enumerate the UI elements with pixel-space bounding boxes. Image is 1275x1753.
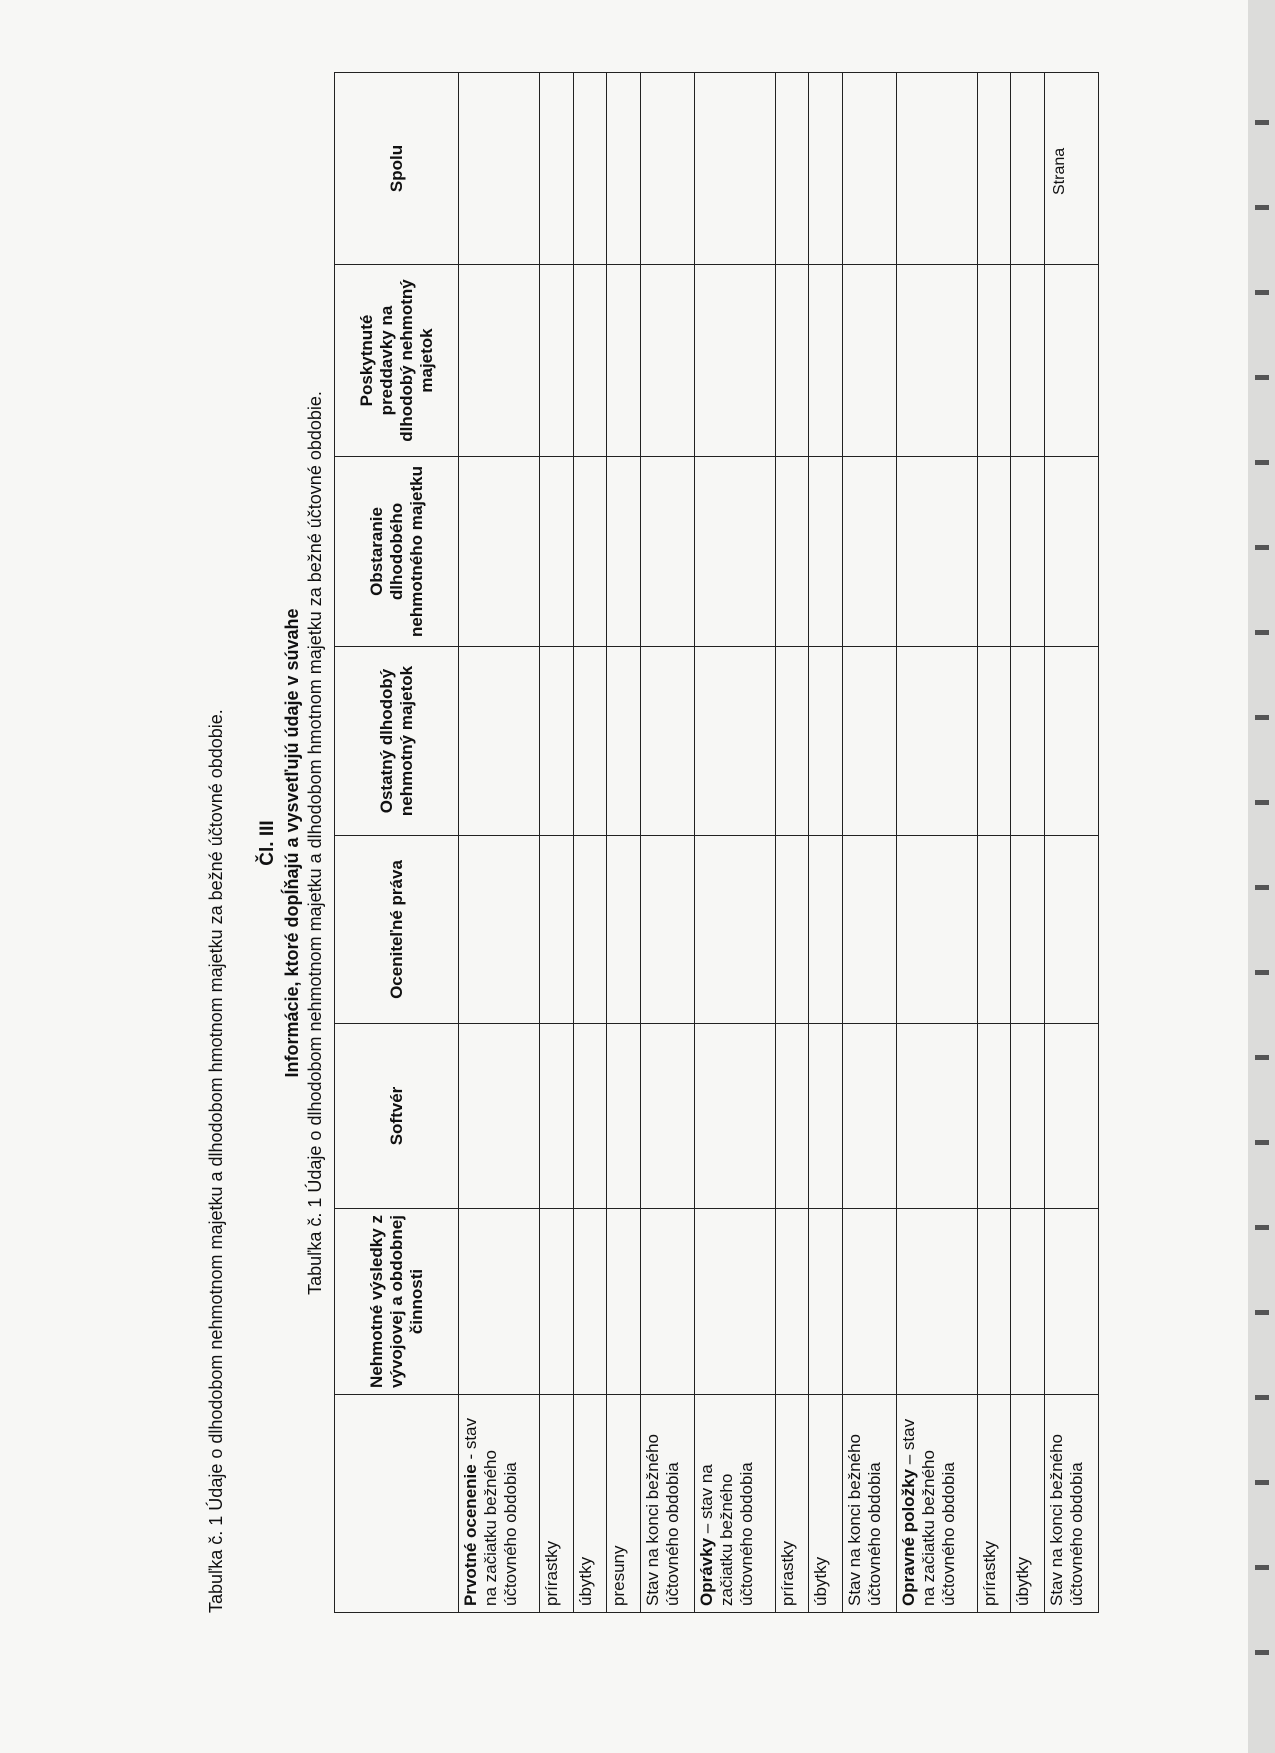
- article-title: Čl. III: [257, 820, 278, 866]
- row-label: [1011, 1395, 1045, 1613]
- table-cell: [1011, 265, 1045, 457]
- table-cell: [1011, 1209, 1045, 1395]
- table-cell: [607, 836, 641, 1024]
- table-cell: [977, 836, 1011, 1024]
- table-row: [573, 73, 607, 1613]
- table-cell: [809, 265, 843, 457]
- table-cell: [1011, 647, 1045, 836]
- table-cell: [694, 73, 775, 265]
- row-label-text: Stav na konci bežného účtovného obdobia: [844, 1433, 884, 1606]
- row-label-text: – stav na začiatku bežného účtovného obdobia: [898, 1418, 958, 1606]
- table-header-row: [335, 73, 459, 1613]
- table-cell: [539, 1024, 573, 1209]
- row-label-text: prírastky: [777, 1540, 797, 1606]
- table-cell: [977, 1024, 1011, 1209]
- row-label: [539, 1395, 573, 1613]
- row-label: [809, 1395, 843, 1613]
- row-label-text: prírastky: [979, 1540, 999, 1606]
- page-label: Strana: [1051, 147, 1068, 195]
- article-subtitle-text: Informácie, ktoré dopĺňajú a vysvetľujú údaje v súvahe: [282, 608, 302, 1078]
- row-label: [573, 1395, 607, 1613]
- table-cell: [896, 265, 977, 457]
- table-cell: [694, 836, 775, 1024]
- table-cell: [1011, 836, 1045, 1024]
- table-cell: [459, 73, 540, 265]
- table-cell: [809, 1024, 843, 1209]
- table-cell: [896, 647, 977, 836]
- table-row: [896, 73, 977, 1613]
- row-label-text: úbytky: [1013, 1556, 1033, 1606]
- table-row: [809, 73, 843, 1613]
- table-cell: [977, 457, 1011, 647]
- table-cell: [694, 457, 775, 647]
- table-cell: [640, 265, 694, 457]
- row-label-bold: Oprávky: [696, 1537, 716, 1606]
- table-cell: [809, 457, 843, 647]
- table-cell: [809, 647, 843, 836]
- table-cell: [539, 647, 573, 836]
- table-cell: [573, 1209, 607, 1395]
- rotated-page-content: [199, 73, 1086, 1613]
- row-label-text: úbytky: [575, 1556, 595, 1606]
- table-row: [640, 73, 694, 1613]
- table-cell: [809, 1209, 843, 1395]
- table-cell: [640, 1024, 694, 1209]
- row-label-text: úbytky: [811, 1556, 831, 1606]
- table-cell: [775, 1209, 809, 1395]
- row-label: [842, 1395, 896, 1613]
- table-cell: [640, 836, 694, 1024]
- table-cell: [1044, 836, 1098, 1024]
- table-cell: [896, 73, 977, 265]
- table-cell: [573, 457, 607, 647]
- header-col: Nehmotné výsledky z vývojovej a obdobnej činnosti: [335, 1209, 459, 1395]
- table-cell: [896, 457, 977, 647]
- table-cell: [1044, 457, 1098, 647]
- table-cell: [1011, 457, 1045, 647]
- table-cell: [775, 836, 809, 1024]
- table-cell: [539, 836, 573, 1024]
- table-cell: [640, 457, 694, 647]
- table-cell: [977, 73, 1011, 265]
- row-label: [896, 1395, 977, 1613]
- table-cell: [977, 647, 1011, 836]
- row-label-text: Stav na konci bežného účtovného obdobia: [642, 1433, 682, 1606]
- article-subtitle: [281, 73, 327, 1613]
- table-cell: [842, 1209, 896, 1395]
- table-row: [459, 73, 540, 1613]
- table-cell: [842, 647, 896, 836]
- table-cell: [607, 1024, 641, 1209]
- table-cell: [607, 73, 641, 265]
- table-cell: [842, 265, 896, 457]
- table-cell: [694, 1024, 775, 1209]
- table-cell: [842, 1024, 896, 1209]
- table-cell: [539, 457, 573, 647]
- table-row: [1044, 73, 1098, 1613]
- table-cell: [694, 1209, 775, 1395]
- table-cell: [896, 836, 977, 1024]
- table-cell: [640, 647, 694, 836]
- row-label: [977, 1395, 1011, 1613]
- table-row: [694, 73, 775, 1613]
- table-cell: [539, 73, 573, 265]
- header-col: Oceniteľné práva: [335, 836, 459, 1024]
- table-cell: [539, 265, 573, 457]
- row-label: [607, 1395, 641, 1613]
- table-cell: [842, 73, 896, 265]
- row-label: [694, 1395, 775, 1613]
- table-cell: [1011, 1024, 1045, 1209]
- header-col: Obstaranie dlhodobého nehmotného majetku: [335, 457, 459, 647]
- header-col: Spolu: [335, 73, 459, 265]
- table-cell: [573, 1024, 607, 1209]
- table-cell: [539, 1209, 573, 1395]
- row-label: [459, 1395, 540, 1613]
- table-cell: [459, 265, 540, 457]
- table-cell: [459, 457, 540, 647]
- row-label: [640, 1395, 694, 1613]
- table-cell: [775, 1024, 809, 1209]
- table-row: [775, 73, 809, 1613]
- table-row: [977, 73, 1011, 1613]
- row-label-text: presuny: [609, 1545, 629, 1606]
- table-cell: [640, 73, 694, 265]
- table-cell: [1044, 265, 1098, 457]
- table-cell: [896, 1024, 977, 1209]
- table-cell: [809, 836, 843, 1024]
- table-cell: [775, 457, 809, 647]
- table-cell: [573, 73, 607, 265]
- table-cell: [977, 265, 1011, 457]
- table-row: [539, 73, 573, 1613]
- table-cell: [459, 647, 540, 836]
- row-label: [775, 1395, 809, 1613]
- table-cell: [1044, 1024, 1098, 1209]
- table-cell: [607, 1209, 641, 1395]
- row-label: [1044, 1395, 1098, 1613]
- header-col: Softvér: [335, 1024, 459, 1209]
- table-cell: [640, 1209, 694, 1395]
- table-cell: [1044, 1209, 1098, 1395]
- table-cell: [459, 836, 540, 1024]
- intangible-assets-table: [334, 72, 1099, 1613]
- table-cell: [459, 1024, 540, 1209]
- table-cell: [977, 1209, 1011, 1395]
- table-cell: [842, 836, 896, 1024]
- table-cell: [607, 265, 641, 457]
- table-cell: [775, 73, 809, 265]
- row-label-bold: Opravné položky: [898, 1469, 918, 1606]
- table-caption: Tabuľka č. 1 Údaje o dlhodobom nehmotnom majetku a dlhodobom hmotnom majetku za bežné účtovné obdobie.: [206, 709, 226, 1613]
- table-cell: [694, 265, 775, 457]
- header-empty: [335, 1395, 459, 1613]
- article-subtitle-caption: Tabuľka č. 1 Údaje o dlhodobom nehmotnom majetku a dlhodobom hmotnom majetku za bežné účtovné obdobie.: [305, 391, 325, 1295]
- table-cell: [809, 73, 843, 265]
- table-cell: [842, 457, 896, 647]
- table-row: [1011, 73, 1045, 1613]
- row-label-text: - stav na začiatku bežného účtovného obdobia: [461, 1417, 520, 1606]
- spiral-binding: [1248, 0, 1275, 1753]
- row-label-text: prírastky: [541, 1540, 561, 1606]
- table-cell: [459, 1209, 540, 1395]
- row-label-text: Stav na konci bežného účtovného obdobia: [1046, 1433, 1086, 1606]
- table-cell: [607, 647, 641, 836]
- header-col: Ostatný dlhodobý nehmotný majetok: [335, 647, 459, 836]
- table-cell: [573, 836, 607, 1024]
- table-row: [842, 73, 896, 1613]
- table-cell: [607, 457, 641, 647]
- header-col: Poskytnuté preddavky na dlhodobý nehmotný majetok: [335, 265, 459, 457]
- table-row: [607, 73, 641, 1613]
- table-cell: [1011, 73, 1045, 265]
- table-cell: [775, 265, 809, 457]
- table-body: [459, 73, 1099, 1613]
- table-cell: [1044, 647, 1098, 836]
- row-label-bold: Prvotné ocenenie: [461, 1464, 480, 1606]
- table-cell: [775, 647, 809, 836]
- table-cell: [573, 265, 607, 457]
- table-cell: [896, 1209, 977, 1395]
- row-label-text: – stav na začiatku bežného účtovného obdobia: [696, 1462, 756, 1606]
- table-cell: [573, 647, 607, 836]
- table-cell: [694, 647, 775, 836]
